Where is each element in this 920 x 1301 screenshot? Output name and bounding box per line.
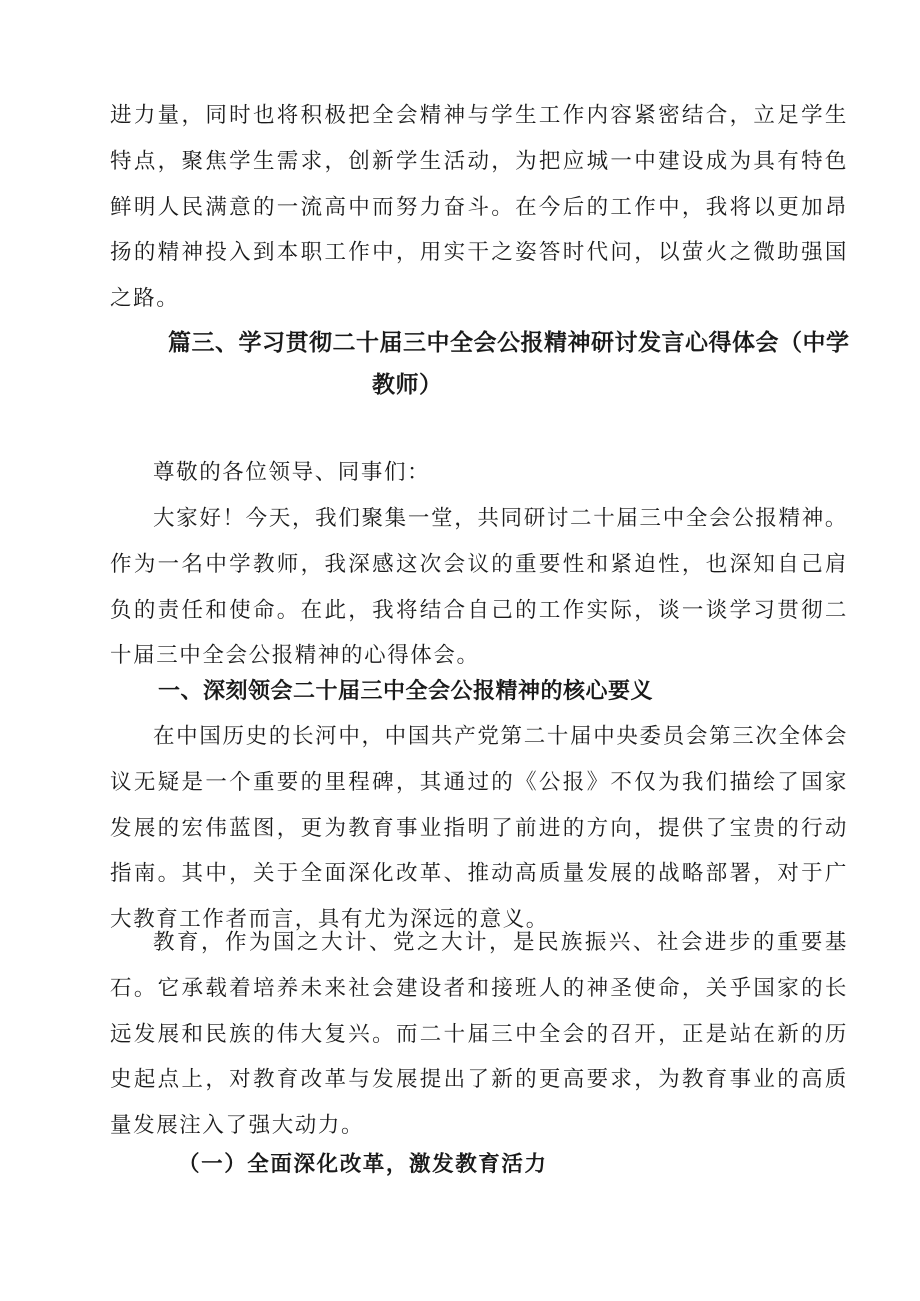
salutation: 尊敬的各位领导、同事们： <box>153 460 431 485</box>
subsection-1-heading: （一）全面深化改革，激发教育活力 <box>178 1152 548 1177</box>
intro-paragraph: 大家好！今天，我们聚集一堂，共同研讨二十届三中全会公报精神。作为一名中学教师，我深感这次会议的重要性和紧迫性，也深知自己肩负的责任和使命。在此，我将结合自己的工作实际，谈一谈学习贯彻二十届三中全会公报精神的心得体会。 <box>110 506 848 669</box>
section-1-paragraph-1: 在中国历史的长河中，中国共产党第二十届中央委员会第三次全体会议无疑是一个重要的里程碑，其通过的《公报》不仅为我们描绘了国家发展的宏伟蓝图，更为教育事业指明了前进的方向，提供了宝贵的行动指南。其中，关于全面深化改革、推动高质量发展的战略部署，对于广大教育工作者而言，具有尤为深远的意义。 <box>110 724 848 933</box>
article-title <box>160 322 850 406</box>
section-1-paragraph-2: 教育，作为国之大计、党之大计，是民族振兴、社会进步的重要基石。它承载着培养未来社会建设者和接班人的神圣使命，关乎国家的长远发展和民族的伟大复兴。而二十届三中全会的召开，正是站在新的历史起点上，对教育改革与发展提出了新的更高要求，为教育事业的高质量发展注入了强大动力。 <box>110 930 848 1139</box>
continuation-paragraph: 进力量，同时也将积极把全会精神与学生工作内容紧密结合，立足学生特点，聚焦学生需求，创新学生活动，为把应城一中建设成为具有特色鲜明人民满意的一流高中而努力奋斗。在今后的工作中，我将以更加昂扬的精神投入到本职工作中，用实干之姿答时代问，以萤火之微助强国之路。 <box>110 103 848 312</box>
article-title-line-2: 教师） <box>372 372 443 398</box>
article-title-line-1: 篇三、学习贯彻二十届三中全会公报精神研讨发言心得体会（中学 <box>168 330 850 356</box>
section-1-heading: 一、深刻领会二十届三中全会公报精神的核心要义 <box>158 679 654 704</box>
